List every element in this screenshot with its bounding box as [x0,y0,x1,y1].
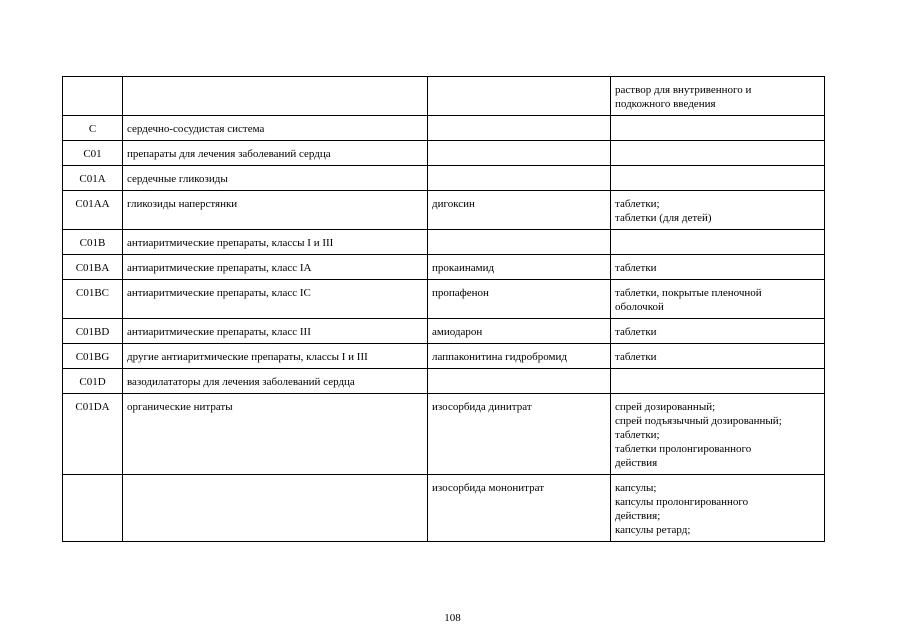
drug-name-cell: амиодарон [428,319,611,344]
anatomical-group-cell [123,475,428,542]
drug-name-cell: лаппаконитина гидробромид [428,344,611,369]
drug-name-cell: изосорбида динитрат [428,394,611,475]
anatomical-group-cell: антиаритмические препараты, класс IA [123,255,428,280]
atc-code-cell: C01 [63,141,123,166]
anatomical-group-cell: органические нитраты [123,394,428,475]
atc-code-cell: C01AA [63,191,123,230]
drug-name-cell [428,141,611,166]
drug-classification-table [62,76,825,542]
anatomical-group-cell: сердечно-сосудистая система [123,116,428,141]
drug-name-cell [428,166,611,191]
dosage-form-cell [611,369,825,394]
drug-name-cell [428,77,611,116]
dosage-form-cell: таблетки, покрытые пленочной оболочкой [611,280,825,319]
table-row [63,116,825,141]
anatomical-group-cell: сердечные гликозиды [123,166,428,191]
drug-name-cell [428,116,611,141]
dosage-form-cell [611,116,825,141]
atc-code-cell: C01BA [63,255,123,280]
table-row [63,191,825,230]
dosage-form-cell: раствор для внутривенного и подкожного введения [611,77,825,116]
atc-code-cell: C01DA [63,394,123,475]
anatomical-group-cell: препараты для лечения заболеваний сердца [123,141,428,166]
drug-name-cell [428,369,611,394]
atc-code-cell [63,77,123,116]
anatomical-group-cell [123,77,428,116]
table-row [63,230,825,255]
drug-name-cell: прокаинамид [428,255,611,280]
table-row [63,475,825,542]
page-number: 108 [444,612,461,624]
table-row [63,77,825,116]
dosage-form-cell: таблетки [611,255,825,280]
table-row [63,344,825,369]
table-row [63,141,825,166]
drug-name-cell [428,230,611,255]
dosage-form-cell [611,141,825,166]
dosage-form-cell: таблетки [611,319,825,344]
drug-name-cell: изосорбида мононитрат [428,475,611,542]
table-row [63,394,825,475]
drug-name-cell: пропафенон [428,280,611,319]
table-row [63,280,825,319]
atc-code-cell: C01D [63,369,123,394]
table-row [63,255,825,280]
atc-code-cell: C01BD [63,319,123,344]
dosage-form-cell: спрей дозированный; спрей подъязычный дозированный; таблетки; таблетки пролонгированного действия [611,394,825,475]
dosage-form-cell: капсулы; капсулы пролонгированного действия; капсулы ретард; [611,475,825,542]
dosage-form-cell: таблетки; таблетки (для детей) [611,191,825,230]
atc-code-cell: C01BC [63,280,123,319]
table-row [63,166,825,191]
atc-code-cell: C [63,116,123,141]
anatomical-group-cell: антиаритмические препараты, класс IC [123,280,428,319]
atc-code-cell: C01A [63,166,123,191]
anatomical-group-cell: антиаритмические препараты, класс III [123,319,428,344]
drug-name-cell: дигоксин [428,191,611,230]
anatomical-group-cell: другие антиаритмические препараты, классы I и III [123,344,428,369]
atc-code-cell: C01BG [63,344,123,369]
table-row [63,319,825,344]
dosage-form-cell: таблетки [611,344,825,369]
anatomical-group-cell: вазодилататоры для лечения заболеваний сердца [123,369,428,394]
anatomical-group-cell: антиаритмические препараты, классы I и III [123,230,428,255]
anatomical-group-cell: гликозиды наперстянки [123,191,428,230]
dosage-form-cell [611,166,825,191]
atc-code-cell [63,475,123,542]
table-row [63,369,825,394]
atc-code-cell: C01B [63,230,123,255]
dosage-form-cell [611,230,825,255]
